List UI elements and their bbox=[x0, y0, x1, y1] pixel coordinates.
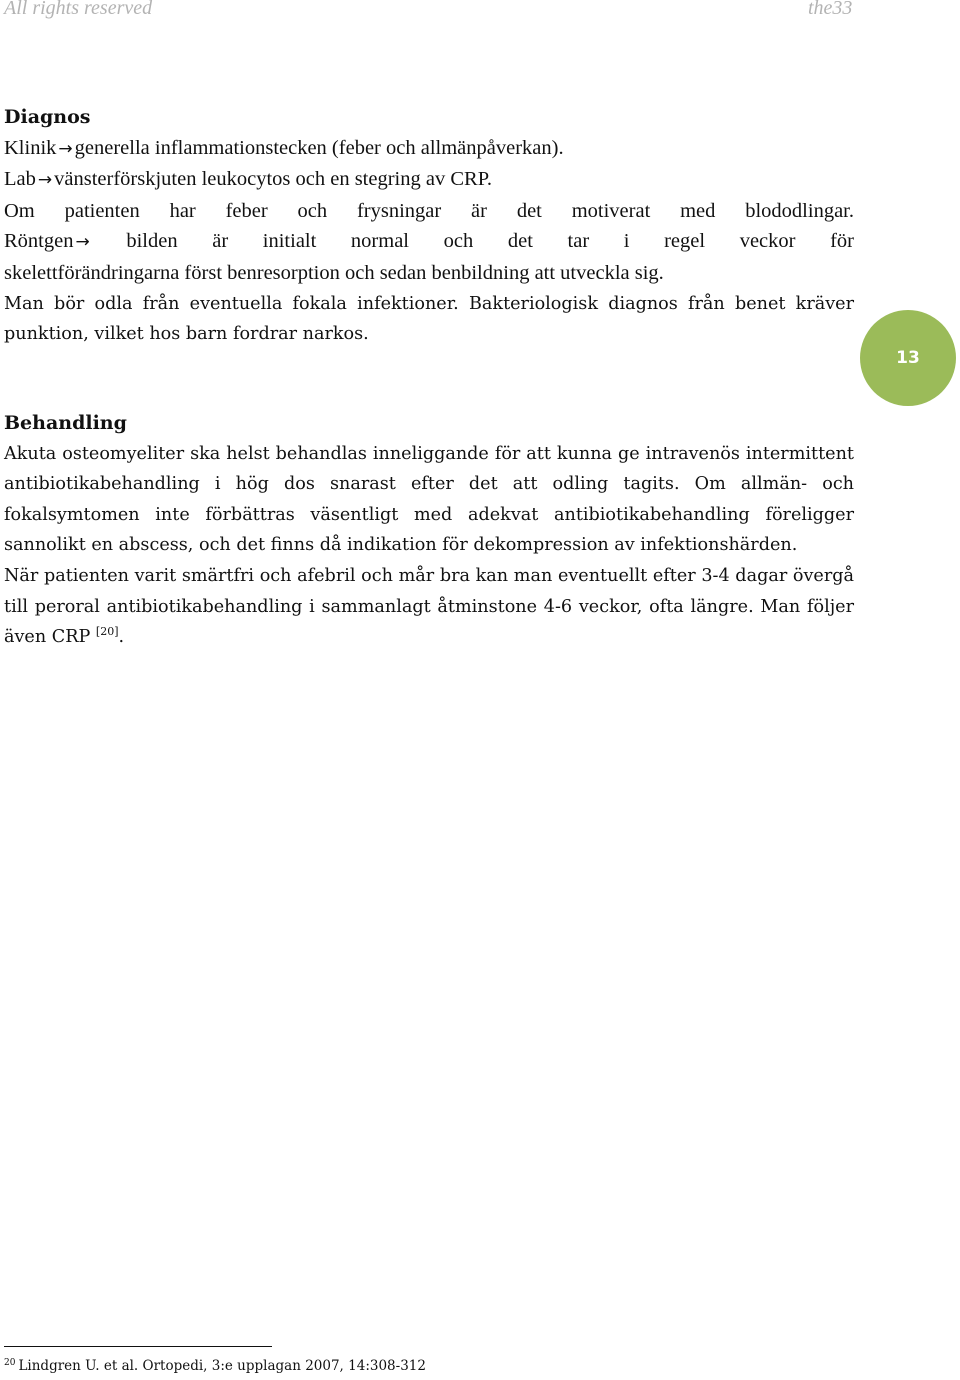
right-arrow-icon: → bbox=[58, 138, 73, 159]
citation-marker: [20] bbox=[95, 625, 119, 639]
page-header bbox=[4, 0, 854, 24]
footnote bbox=[4, 1358, 426, 1374]
footnote-divider bbox=[4, 1346, 272, 1347]
sentence-end: . bbox=[118, 627, 125, 648]
lab-line bbox=[4, 164, 854, 196]
rontgen-line bbox=[4, 226, 854, 258]
footnote-mark: 20 bbox=[4, 1357, 16, 1368]
right-arrow-icon: → bbox=[37, 170, 53, 191]
odling-paragraph: Man bör odla från eventuella fokala infektioner. Bakteriologisk diagnos från benet kräver punktion, vilket hos barn fordrar narkos. bbox=[4, 293, 854, 345]
blododling-line: Om patienten har feber och frysningar är det motiverat med blododlingar. bbox=[4, 199, 854, 222]
behandling-paragraph-2 bbox=[4, 561, 854, 653]
diagnos-heading: Diagnos bbox=[4, 106, 91, 128]
footnote-text: Lindgren U. et al. Ortopedi, 3:e upplagan 2007, 14:308-312 bbox=[18, 1358, 426, 1374]
behandling-paragraph-1: Akuta osteomyeliter ska helst behandlas inneliggande för att kunna ge intravenös intermittent antibiotikabehandling i hög dos snarast efter det att odling tagits. Om allmän- och fokalsymtomen inte förbättras väsentligt med adekvat antibiotikabehandling föreligger sannolikt en abscess, och det finns då indikation för dekompression av infektionshärden. bbox=[4, 443, 854, 556]
behandling-paragraph-2-text: När patienten varit smärtfri och afebril och mår bra kan man eventuellt efter 3-4 dagar övergå till peroral antibiotikabehandling i sammanlagt åtminstone 4-6 veckor, ofta längre. Man följer även CRP bbox=[4, 565, 854, 648]
header-copyright: All rights reserved bbox=[4, 0, 153, 19]
page-number-badge: 13 bbox=[860, 310, 956, 406]
rontgen-text: bilden är initialt normal och det tar i regel veckor för bbox=[126, 230, 854, 253]
behandling-section bbox=[4, 408, 854, 653]
rontgen-continuation: skelettförändringarna först benresorption och sedan benbildning att utveckla sig. bbox=[4, 261, 664, 284]
rontgen-label: Röntgen bbox=[4, 230, 74, 253]
right-arrow-icon: → bbox=[75, 232, 90, 253]
lab-label: Lab bbox=[4, 168, 36, 191]
klinik-label: Klinik bbox=[4, 136, 57, 159]
lab-text: vänsterförskjuten leukocytos och en stegring av CRP. bbox=[54, 168, 492, 191]
header-watermark: the33 bbox=[808, 0, 853, 19]
behandling-heading: Behandling bbox=[4, 412, 127, 434]
klinik-line bbox=[4, 133, 854, 165]
klinik-text: generella inflammationstecken (feber och allmänpåverkan). bbox=[74, 136, 564, 159]
diagnos-section bbox=[4, 102, 854, 350]
